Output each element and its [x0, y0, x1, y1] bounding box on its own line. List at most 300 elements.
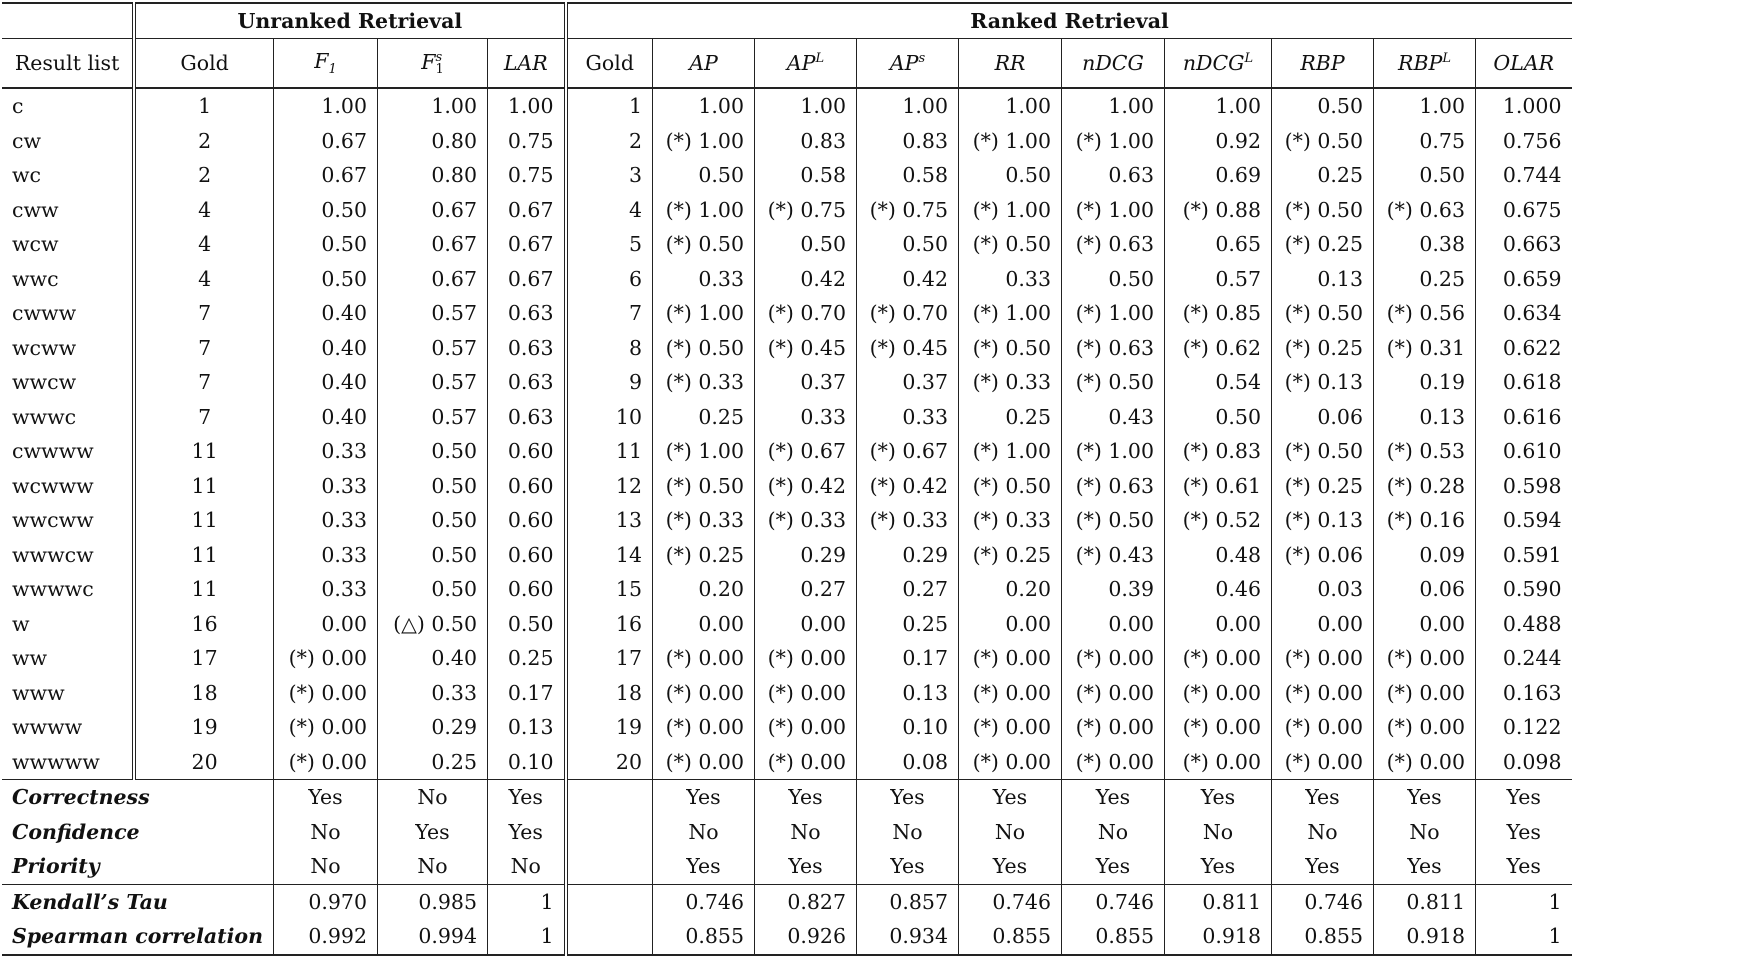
correlation-value: 0.855	[959, 919, 1062, 955]
table-cell: (*) 0.53	[1374, 434, 1476, 469]
table-cell: 0.29	[755, 538, 857, 573]
table-cell: (*) 0.61	[1165, 469, 1272, 504]
table-cell: 0.75	[1374, 124, 1476, 159]
table-cell: 0.42	[857, 262, 959, 297]
table-cell: 0.67	[378, 262, 488, 297]
table-row	[2, 538, 1572, 573]
table-cell: (△) 0.50	[378, 607, 488, 642]
result-list-cell: w	[2, 607, 134, 642]
criteria-value: Yes	[653, 849, 755, 884]
table-cell: 0.06	[1374, 572, 1476, 607]
table-row	[2, 331, 1572, 366]
table-cell: (*) 0.50	[1272, 296, 1374, 331]
table-row	[2, 88, 1572, 124]
result-list-cell: cww	[2, 193, 134, 228]
criteria-value: Yes	[274, 780, 378, 815]
result-list-cell: wwww	[2, 710, 134, 745]
table-cell: (*) 0.75	[857, 193, 959, 228]
table-cell: (*) 0.33	[857, 503, 959, 538]
criteria-label: Correctness	[2, 780, 274, 815]
table-cell: (*) 0.33	[653, 365, 755, 400]
table-cell: 0.50	[378, 572, 488, 607]
table-cell: 0.50	[857, 227, 959, 262]
group-unranked: Unranked Retrieval	[134, 3, 565, 39]
blank-cell	[566, 849, 653, 884]
correlation-value: 1	[1476, 884, 1572, 919]
table-cell: (*) 0.62	[1165, 331, 1272, 366]
correlation-value: 0.918	[1374, 919, 1476, 955]
table-cell: (*) 0.00	[274, 710, 378, 745]
table-cell: (*) 1.00	[1062, 434, 1165, 469]
criteria-value: Yes	[1165, 849, 1272, 884]
table-cell: 0.50	[378, 469, 488, 504]
table-cell: (*) 0.50	[653, 469, 755, 504]
table-cell: 0.122	[1502, 715, 1562, 740]
table-cell: (*) 0.70	[755, 296, 857, 331]
table-cell: (*) 0.50	[959, 331, 1062, 366]
table-cell: (*) 0.25	[653, 538, 755, 573]
table-cell: 0.58	[857, 158, 959, 193]
table-row	[2, 193, 1572, 228]
table-cell: 0.00	[1374, 607, 1476, 642]
criteria-value: No	[959, 815, 1062, 850]
table-cell: 0.29	[857, 538, 959, 573]
table-cell: 0.00	[653, 607, 755, 642]
table-cell: (*) 0.00	[959, 745, 1062, 780]
table-cell: 1.00	[274, 88, 378, 124]
table-row	[2, 296, 1572, 331]
table-cell: (*) 0.25	[959, 538, 1062, 573]
table-row	[2, 503, 1572, 538]
table-cell: 0.33	[857, 400, 959, 435]
table-row	[2, 262, 1572, 297]
table-cell: (*) 0.16	[1374, 503, 1476, 538]
table-cell: 11	[134, 469, 273, 504]
table-cell: 0.00	[959, 607, 1062, 642]
table-cell: 0.744	[1502, 163, 1562, 188]
table-cell: (*) 0.00	[653, 710, 755, 745]
table-row	[2, 434, 1572, 469]
table-cell: 0.39	[1062, 572, 1165, 607]
table-cell: (*) 0.00	[1374, 676, 1476, 711]
table-cell: 0.43	[1062, 400, 1165, 435]
table-cell: 0.50	[959, 158, 1062, 193]
table-cell: (*) 0.06	[1272, 538, 1374, 573]
criteria-value: No	[1165, 815, 1272, 850]
table-cell: 0.13	[857, 676, 959, 711]
table-cell: (*) 0.00	[1272, 710, 1374, 745]
table-cell: (*) 1.00	[959, 193, 1062, 228]
table-cell: 0.25	[653, 400, 755, 435]
table-cell: (*) 0.00	[1062, 710, 1165, 745]
blank-cell	[566, 780, 653, 815]
table-cell: (*) 0.00	[274, 641, 378, 676]
table-cell: (*) 0.00	[755, 710, 857, 745]
table-cell: 7	[134, 296, 273, 331]
table-cell: 18	[134, 676, 273, 711]
table-cell: 0.57	[378, 331, 488, 366]
result-list-cell: wc	[2, 158, 134, 193]
criteria-value: Yes	[1062, 849, 1165, 884]
table-cell: 0.13	[1272, 262, 1374, 297]
correlation-value: 0.746	[653, 884, 755, 919]
result-list-cell: wwc	[2, 262, 134, 297]
table-cell: 0.58	[755, 158, 857, 193]
table-cell: 0.19	[1374, 365, 1476, 400]
result-list-cell: cwwww	[2, 434, 134, 469]
table-cell: 0.27	[755, 572, 857, 607]
table-cell: 0.46	[1165, 572, 1272, 607]
table-cell: (*) 1.00	[653, 193, 755, 228]
criteria-value: No	[378, 849, 488, 884]
table-cell: (*) 0.50	[1272, 124, 1374, 159]
col-f1s: F s 1	[378, 39, 488, 89]
col-rr: RR	[959, 39, 1062, 89]
correlation-label: Kendall’s Tau	[2, 884, 274, 919]
result-list-cell: ww	[2, 641, 134, 676]
criteria-row	[2, 815, 1572, 850]
table-cell: (*) 0.63	[1062, 331, 1165, 366]
criteria-value: Yes	[1374, 780, 1476, 815]
table-cell: (*) 0.83	[1165, 434, 1272, 469]
table-cell: 0.63	[488, 296, 566, 331]
criteria-value: Yes	[857, 780, 959, 815]
table-cell: 0.33	[274, 434, 378, 469]
criteria-value: No	[274, 815, 378, 850]
table-cell: (*) 0.85	[1165, 296, 1272, 331]
table-cell: 1.00	[1165, 88, 1272, 124]
table-cell: 0.13	[1374, 400, 1476, 435]
table-cell: 6	[566, 262, 653, 297]
col-ndcgl: nDCG$^L$	[1165, 39, 1272, 89]
table-cell: 18	[566, 676, 653, 711]
table-cell: 0.67	[488, 262, 566, 297]
criteria-value: Yes	[488, 780, 566, 815]
criteria-value: Yes	[959, 849, 1062, 884]
result-list-cell: wwcww	[2, 503, 134, 538]
col-ndcg: nDCG	[1062, 39, 1165, 89]
table-cell: (*) 0.50	[653, 331, 755, 366]
table-cell: 0.50	[274, 193, 378, 228]
table-cell: 0.60	[488, 538, 566, 573]
correlation-value: 0.746	[1272, 884, 1374, 919]
table-cell: 1.00	[653, 88, 755, 124]
table-cell: 17	[134, 641, 273, 676]
table-cell: (*) 0.25	[1272, 227, 1374, 262]
correlation-value: 0.811	[1374, 884, 1476, 919]
col-gold-ranked: Gold	[566, 39, 653, 89]
correlation-value: 0.934	[857, 919, 959, 955]
table-cell: 7	[134, 365, 273, 400]
table-cell: (*) 0.00	[653, 745, 755, 780]
table-cell: (*) 0.00	[1165, 676, 1272, 711]
table-cell: 0.33	[274, 538, 378, 573]
result-list-cell: wwwww	[2, 745, 134, 780]
metrics-comparison-table	[2, 2, 1572, 956]
table-cell: 0.40	[274, 331, 378, 366]
table-cell: (*) 0.00	[1165, 710, 1272, 745]
group-ranked: Ranked Retrieval	[566, 3, 1572, 39]
table-cell: 4	[134, 227, 273, 262]
table-cell: (*) 0.13	[1272, 365, 1374, 400]
col-result-list: Result list	[2, 39, 134, 89]
correlation-value: 0.970	[274, 884, 378, 919]
correlation-value: 0.994	[378, 919, 488, 955]
table-cell: 4	[566, 193, 653, 228]
table-cell: 0.598	[1502, 473, 1562, 498]
table-cell: 7	[134, 331, 273, 366]
col-lar: LAR	[488, 39, 566, 89]
criteria-value: No	[1272, 815, 1374, 850]
table-cell: 0.57	[1165, 262, 1272, 297]
table-cell: 1.000	[1476, 88, 1572, 124]
result-list-cell: wwwcw	[2, 538, 134, 573]
table-cell: 0.63	[488, 365, 566, 400]
table-cell: 0.57	[378, 400, 488, 435]
table-cell: (*) 0.75	[755, 193, 857, 228]
criteria-value: Yes	[1062, 780, 1165, 815]
group-header-blank	[2, 3, 134, 39]
table-cell: 19	[566, 710, 653, 745]
correlation-value: 0.855	[653, 919, 755, 955]
result-list-cell: cw	[2, 124, 134, 159]
table-cell: 0.50	[378, 434, 488, 469]
table-cell: 0.25	[1374, 262, 1476, 297]
table-cell: 0.488	[1502, 611, 1562, 636]
criteria-value: No	[378, 780, 488, 815]
table-cell: 0.00	[1272, 607, 1374, 642]
table-cell: 0.594	[1502, 508, 1562, 533]
table-cell: 0.80	[378, 158, 488, 193]
table-cell: 0.54	[1165, 365, 1272, 400]
table-cell: 16	[566, 607, 653, 642]
table-cell: 0.618	[1502, 370, 1562, 395]
table-cell: 0.50	[1062, 262, 1165, 297]
table-cell: 0.63	[488, 331, 566, 366]
table-cell: 0.60	[488, 469, 566, 504]
correlation-row	[2, 884, 1572, 919]
table-cell: (*) 0.63	[1062, 469, 1165, 504]
table-cell: 0.10	[857, 710, 959, 745]
table-cell: (*) 0.00	[274, 745, 378, 780]
table-cell: (*) 1.00	[653, 434, 755, 469]
table-cell: 0.50	[755, 227, 857, 262]
table-cell: 0.29	[378, 710, 488, 745]
table-cell: 0.27	[857, 572, 959, 607]
table-cell: 0.25	[1272, 158, 1374, 193]
table-cell: 15	[566, 572, 653, 607]
table-cell: (*) 0.42	[755, 469, 857, 504]
table-cell: (*) 0.13	[1272, 503, 1374, 538]
table-cell: 0.50	[1374, 158, 1476, 193]
table-cell: 0.50	[378, 538, 488, 573]
table-cell: 0.03	[1272, 572, 1374, 607]
criteria-value: Yes	[1476, 780, 1572, 815]
result-list-cell: wcwww	[2, 469, 134, 504]
table-cell: (*) 1.00	[1062, 296, 1165, 331]
table-cell: (*) 0.00	[1272, 745, 1374, 780]
criteria-value: No	[488, 849, 566, 884]
table-cell: 0.60	[488, 572, 566, 607]
table-cell: (*) 0.00	[755, 676, 857, 711]
table-cell: 17	[566, 641, 653, 676]
table-cell: (*) 0.63	[1374, 193, 1476, 228]
table-cell: (*) 0.31	[1374, 331, 1476, 366]
table-row	[2, 365, 1572, 400]
result-list-cell: wwcw	[2, 365, 134, 400]
table-cell: (*) 0.33	[653, 503, 755, 538]
table-cell: 0.33	[274, 503, 378, 538]
table-cell: 19	[134, 710, 273, 745]
table-cell: 0.48	[1165, 538, 1272, 573]
correlation-value: 0.918	[1165, 919, 1272, 955]
table-cell: (*) 0.33	[959, 365, 1062, 400]
table-cell: (*) 0.00	[959, 710, 1062, 745]
col-apl: $AP^L$	[755, 39, 857, 89]
table-cell: 2	[566, 124, 653, 159]
table-cell: 0.38	[1374, 227, 1476, 262]
table-cell: 7	[134, 400, 273, 435]
table-cell: (*) 0.00	[1062, 641, 1165, 676]
table-cell: 0.244	[1502, 646, 1562, 671]
result-list-cell: wcww	[2, 331, 134, 366]
table-cell: 0.17	[857, 641, 959, 676]
table-cell: 0.37	[755, 365, 857, 400]
table-cell: (*) 0.00	[755, 745, 857, 780]
table-cell: (*) 0.00	[959, 641, 1062, 676]
criteria-value: Yes	[1506, 819, 1541, 844]
table-cell: 0.20	[653, 572, 755, 607]
table-cell: 0.33	[378, 676, 488, 711]
table-cell: 0.50	[653, 158, 755, 193]
table-cell: 4	[134, 193, 273, 228]
table-cell: (*) 0.25	[1272, 331, 1374, 366]
column-header-row	[2, 39, 1572, 89]
table-cell: 1.00	[857, 88, 959, 124]
table-cell: 0.40	[274, 296, 378, 331]
table-cell: (*) 0.00	[1374, 641, 1476, 676]
col-rbpl: $RBP^L$	[1374, 39, 1476, 89]
correlation-value: 0.827	[755, 884, 857, 919]
criteria-value: Yes	[755, 780, 857, 815]
table-cell: 0.75	[488, 124, 566, 159]
table-cell: 1	[566, 88, 653, 124]
correlation-value: 0.746	[1062, 884, 1165, 919]
table-cell: 0.67	[488, 193, 566, 228]
table-cell: 0.57	[378, 365, 488, 400]
table-cell: 2	[134, 158, 273, 193]
table-cell: (*) 0.50	[959, 227, 1062, 262]
criteria-value: No	[1374, 815, 1476, 850]
table-cell: 0.09	[1374, 538, 1476, 573]
table-cell: 1.00	[1062, 88, 1165, 124]
table-cell: 9	[566, 365, 653, 400]
table-cell: 2	[134, 124, 273, 159]
table-cell: 0.163	[1502, 680, 1562, 705]
criteria-value: No	[1062, 815, 1165, 850]
table-cell: 0.08	[857, 745, 959, 780]
table-cell: 0.06	[1272, 400, 1374, 435]
table-cell: (*) 0.00	[1165, 745, 1272, 780]
table-cell: 0.50	[488, 607, 566, 642]
table-cell: 0.659	[1502, 266, 1562, 291]
blank-cell	[566, 884, 653, 919]
table-cell: 0.80	[378, 124, 488, 159]
table-row	[2, 227, 1572, 262]
col-aps: $AP^s$	[857, 39, 959, 89]
table-cell: (*) 0.00	[755, 641, 857, 676]
table-cell: (*) 0.28	[1374, 469, 1476, 504]
table-cell: (*) 0.25	[1272, 469, 1374, 504]
table-cell: 0.25	[488, 641, 566, 676]
table-cell: 0.83	[857, 124, 959, 159]
table-cell: (*) 0.88	[1165, 193, 1272, 228]
correlation-value: 0.985	[378, 884, 488, 919]
table-cell: 0.60	[488, 503, 566, 538]
table-cell: 0.40	[274, 365, 378, 400]
correlation-value: 1	[488, 919, 566, 955]
table-cell: (*) 0.00	[1272, 641, 1374, 676]
table-cell: 0.50	[1165, 400, 1272, 435]
table-cell: (*) 0.00	[1165, 641, 1272, 676]
col-ap: AP	[653, 39, 755, 89]
table-row	[2, 745, 1572, 780]
criteria-value: Yes	[488, 815, 566, 850]
criteria-value: Yes	[857, 849, 959, 884]
table-cell: (*) 0.00	[653, 641, 755, 676]
table-cell: (*) 1.00	[959, 296, 1062, 331]
table-row	[2, 158, 1572, 193]
table-cell: (*) 0.67	[857, 434, 959, 469]
table-cell: (*) 0.50	[1272, 193, 1374, 228]
table-cell: 0.663	[1502, 232, 1562, 257]
table-cell: 0.63	[488, 400, 566, 435]
correlation-value: 1	[488, 884, 566, 919]
table-cell: (*) 0.45	[755, 331, 857, 366]
table-cell: (*) 0.33	[755, 503, 857, 538]
table-cell: 0.50	[1272, 88, 1374, 124]
table-cell: 16	[134, 607, 273, 642]
table-cell: 12	[566, 469, 653, 504]
table-cell: 1.00	[1374, 88, 1476, 124]
col-f1: $F_1$	[274, 39, 378, 89]
table-row	[2, 572, 1572, 607]
table-cell: 0.098	[1502, 749, 1562, 774]
table-row	[2, 641, 1572, 676]
table-cell: 0.00	[755, 607, 857, 642]
table-cell: 3	[566, 158, 653, 193]
table-cell: (*) 0.00	[274, 676, 378, 711]
result-list-cell: c	[2, 88, 134, 124]
table-cell: 0.00	[1062, 607, 1165, 642]
table-cell: 0.60	[488, 434, 566, 469]
table-cell: 0.10	[488, 745, 566, 780]
table-cell: 0.33	[274, 469, 378, 504]
table-cell: 0.33	[274, 572, 378, 607]
table-cell: 0.25	[959, 400, 1062, 435]
table-cell: 0.00	[1165, 607, 1272, 642]
correlation-value: 0.746	[959, 884, 1062, 919]
table-cell: 0.616	[1502, 404, 1562, 429]
table-cell: 1.00	[959, 88, 1062, 124]
table-cell: 20	[134, 745, 273, 780]
table-cell: 1.00	[488, 88, 566, 124]
criteria-value: Yes	[959, 780, 1062, 815]
table-cell: 0.67	[488, 227, 566, 262]
table-cell: 0.67	[274, 158, 378, 193]
col-rbp: RBP	[1272, 39, 1374, 89]
table-cell: 0.33	[959, 262, 1062, 297]
